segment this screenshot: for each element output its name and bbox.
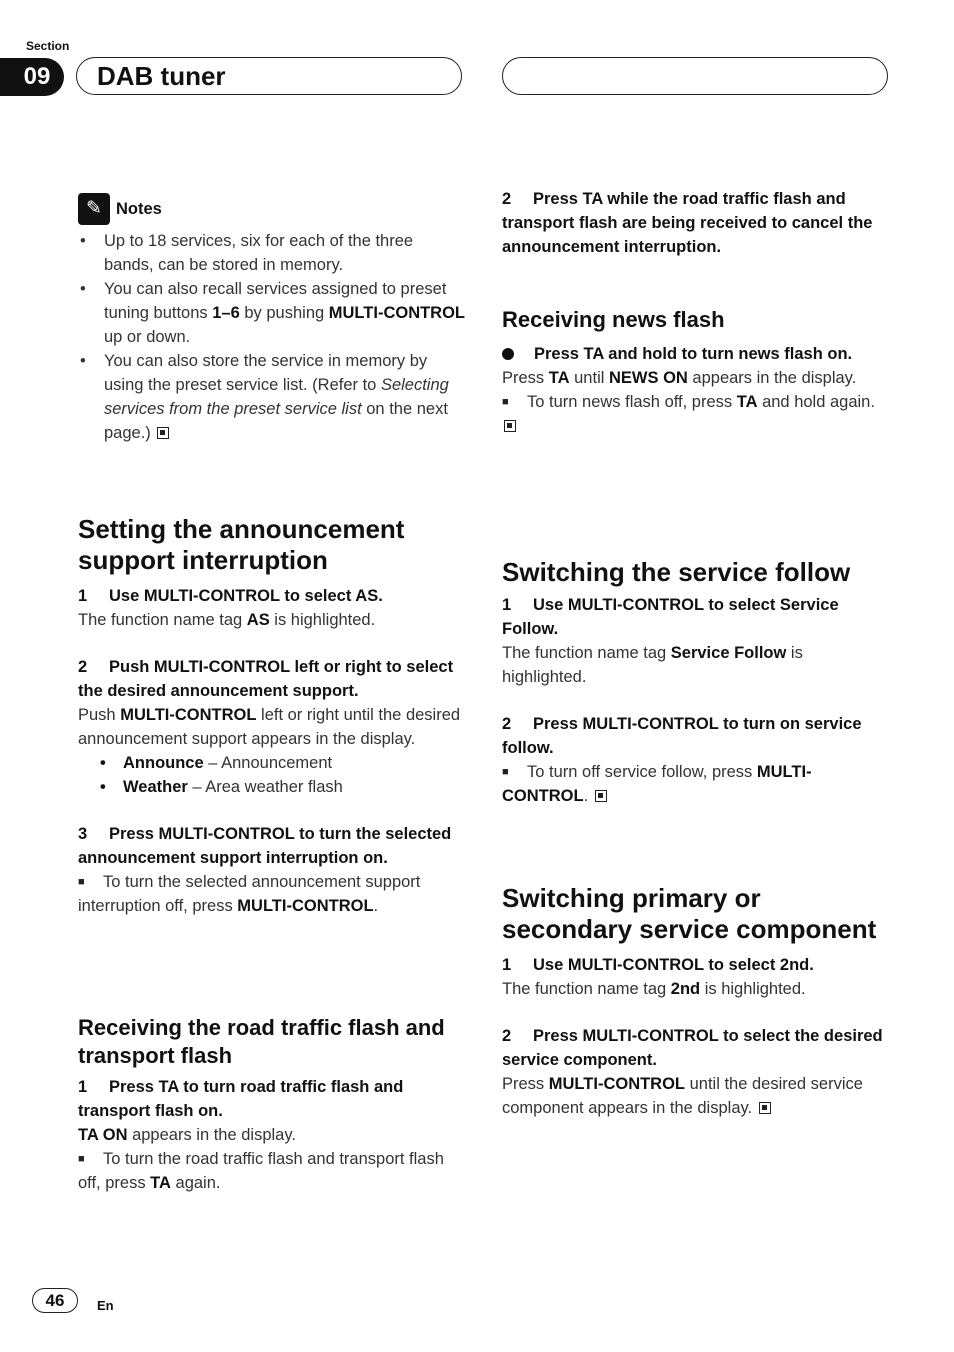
square-bullet-icon: ■	[78, 1153, 85, 1165]
section-heading: Switching the service follow	[502, 557, 851, 587]
note-bold: MULTI-CONTROL	[328, 304, 466, 322]
note-reference: Selecting services from the preset service list	[104, 376, 449, 418]
square-bullet-icon: ■	[502, 396, 509, 408]
square-bullet-icon: ■	[78, 876, 85, 888]
option-name: Weather	[123, 778, 188, 796]
note-text: again.	[170, 1174, 221, 1192]
traffic-flash-section	[78, 1014, 466, 1195]
note-item	[78, 349, 466, 445]
note-text: To turn the selected announcement support interruption off, press	[78, 873, 421, 915]
step-note	[502, 760, 890, 808]
note-bold: MULTI-CONTROL	[502, 763, 812, 805]
step-instruction	[502, 187, 890, 259]
language-code: En	[97, 1298, 114, 1313]
announcement-section	[78, 514, 466, 918]
step-number: 1	[502, 596, 512, 614]
option-list	[78, 751, 466, 799]
step-text: Press MULTI-CONTROL to turn the selected announcement support interruption on.	[78, 825, 452, 867]
step-description	[78, 608, 466, 632]
step-instruction	[502, 712, 890, 760]
note-text: Up to 18 services, six for each of the three bands, can be stored in memory.	[104, 232, 414, 274]
bullet-dot-icon	[502, 348, 514, 360]
note-text: on the next page.)	[104, 400, 448, 442]
step-number: 1	[502, 956, 512, 974]
notes-heading	[78, 193, 466, 225]
note-text: You can also recall services assigned to preset tuning buttons	[104, 280, 447, 322]
notes-heading-label: Notes	[116, 200, 162, 218]
step-number: 2	[502, 190, 512, 208]
note-item	[78, 229, 466, 277]
end-mark-icon	[759, 1102, 771, 1114]
note-text: .	[583, 787, 589, 805]
desc-text: is highlighted.	[700, 980, 806, 998]
desc-text: until the desired service component appears in the display.	[502, 1075, 863, 1117]
desc-text: Push	[78, 706, 121, 724]
list-item	[78, 751, 466, 775]
section-heading: Switching primary or secondary service component	[502, 883, 877, 944]
ta-cancel-block	[502, 187, 890, 259]
step-description	[502, 1072, 890, 1120]
note-bold: MULTI-CONTROL	[237, 897, 374, 915]
step-note	[502, 390, 890, 438]
step-instruction	[78, 1075, 466, 1123]
desc-bold: MULTI-CONTROL	[120, 706, 257, 724]
list-item	[78, 775, 466, 799]
desc-text: left or right until the desired announcement support appears in the display.	[78, 706, 461, 748]
pencil-icon: ✎	[78, 193, 110, 225]
end-mark-icon	[595, 790, 607, 802]
note-text: You can also store the service in memory by using the preset service list. (Refer to	[104, 352, 428, 394]
title-frame-right	[502, 57, 888, 95]
subsection-heading: Receiving the road traffic flash and transport flash	[78, 1015, 445, 1068]
section-number-badge: 09	[0, 58, 64, 96]
desc-text: Press	[502, 369, 549, 387]
note-bold: TA	[150, 1174, 171, 1192]
desc-bold: Service Follow	[670, 644, 787, 662]
desc-text: appears in the display.	[687, 369, 857, 387]
page-title: DAB tuner	[97, 61, 226, 91]
step-instruction	[502, 342, 890, 366]
square-bullet-icon: ■	[502, 766, 509, 778]
step-description	[502, 641, 890, 689]
service-component-section	[502, 883, 890, 1120]
note-text: To turn off service follow, press	[527, 763, 757, 781]
note-item	[78, 277, 466, 349]
desc-text: is highlighted.	[502, 644, 803, 686]
desc-bold: 2nd	[670, 980, 701, 998]
note-bold: TA	[736, 393, 758, 411]
desc-text: The function name tag	[78, 611, 247, 629]
subsection-heading: Receiving news flash	[502, 307, 725, 332]
step-number: 3	[78, 825, 88, 843]
step-text: Press MULTI-CONTROL to select the desired service component.	[502, 1027, 883, 1069]
step-note	[78, 870, 466, 918]
option-desc: – Announcement	[203, 754, 333, 772]
step-text: Use MULTI-CONTROL to select AS.	[109, 587, 383, 605]
end-mark-icon	[157, 427, 169, 439]
step-note	[78, 1147, 466, 1195]
note-text: To turn the road traffic flash and transport flash off, press	[78, 1150, 444, 1192]
step-instruction	[502, 593, 890, 641]
step-instruction	[78, 822, 466, 870]
step-description	[502, 366, 890, 390]
section-heading: Setting the announcement support interruption	[78, 514, 405, 575]
desc-bold: MULTI-CONTROL	[548, 1075, 686, 1093]
step-number: 2	[78, 658, 88, 676]
section-label: Section	[26, 39, 70, 53]
option-name: Announce	[123, 754, 204, 772]
desc-bold: TA ON	[78, 1126, 128, 1144]
note-bold: 1–6	[212, 304, 240, 322]
step-number: 2	[502, 1027, 512, 1045]
note-text: up or down.	[104, 328, 191, 346]
step-text: Use MULTI-CONTROL to select Service Follow.	[502, 596, 839, 638]
option-desc: – Area weather flash	[187, 778, 343, 796]
note-text: by pushing	[239, 304, 329, 322]
step-text: Press TA and hold to turn news flash on.	[534, 345, 853, 363]
desc-text: appears in the display.	[127, 1126, 296, 1144]
step-number: 2	[502, 715, 512, 733]
step-text: Press MULTI-CONTROL to turn on service follow.	[502, 715, 862, 757]
step-text: Push MULTI-CONTROL left or right to select the desired announcement support.	[78, 658, 454, 700]
desc-bold: TA	[548, 369, 570, 387]
step-instruction	[502, 953, 890, 977]
desc-text: is highlighted.	[269, 611, 376, 629]
note-text: and hold again.	[757, 393, 875, 411]
step-text: Press TA to turn road traffic flash and transport flash on.	[78, 1078, 404, 1120]
step-description	[78, 703, 466, 751]
step-instruction	[502, 1024, 890, 1072]
step-description	[78, 1123, 466, 1147]
service-follow-section	[502, 557, 890, 808]
desc-text: The function name tag	[502, 644, 671, 662]
step-number: 1	[78, 1078, 88, 1096]
end-mark-icon	[504, 420, 516, 432]
step-text: Press TA while the road traffic flash and transport flash are being received to cancel the announcement interruption.	[502, 190, 873, 256]
step-instruction	[78, 584, 466, 608]
note-text: .	[373, 897, 379, 915]
step-text: Use MULTI-CONTROL to select 2nd.	[533, 956, 814, 974]
desc-text: until	[569, 369, 609, 387]
step-instruction	[78, 655, 466, 703]
news-flash-section	[502, 306, 890, 438]
step-description	[502, 977, 890, 1001]
desc-bold: NEWS ON	[608, 369, 688, 387]
desc-text: The function name tag	[502, 980, 671, 998]
desc-text: Press	[502, 1075, 549, 1093]
notes-block	[78, 193, 466, 445]
step-number: 1	[78, 587, 88, 605]
page-number: 46	[32, 1288, 78, 1313]
note-text: To turn news flash off, press	[527, 393, 737, 411]
desc-bold: AS	[246, 611, 270, 629]
